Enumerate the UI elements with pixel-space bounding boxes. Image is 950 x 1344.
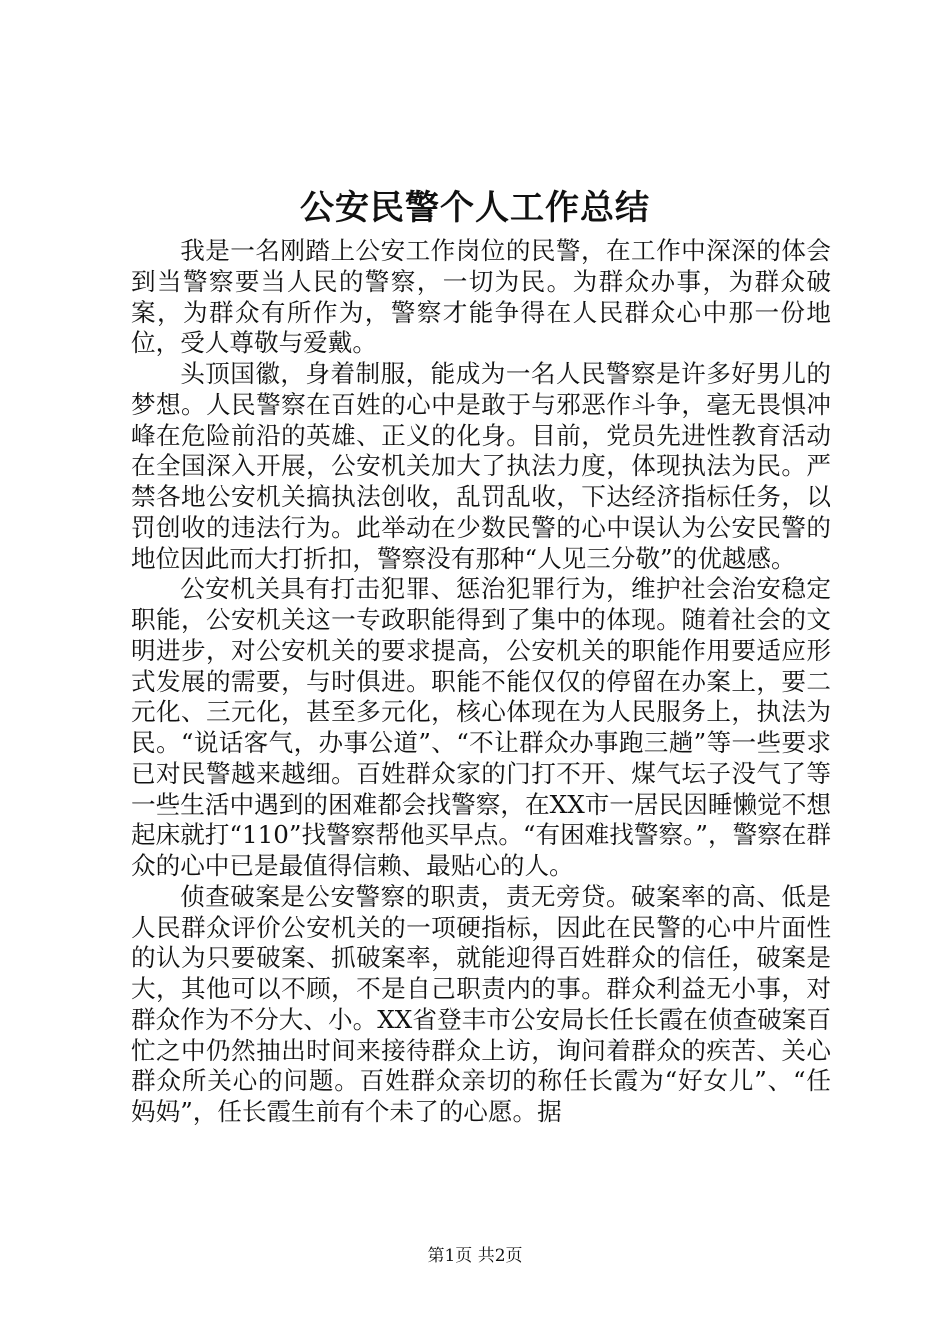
page-number-footer: 第1页 共2页 bbox=[427, 1246, 523, 1266]
paragraph-4: 侦查破案是公安警察的职责，责无旁贷。破案率的高、低是人民群众评价公安机关的一项硬指标，因此在民警的心中片面性的认为只要破案、抓破案率，就能迎得百姓群众的信任，破案是大，其他可以不顾，不是自己职责内的事。群众利益无小事，对群众作为不分大、小。XX省登丰市公安局长任长霞在侦查破案百忙之中仍然抽出时间来接待群众上访，询问着群众的疾苦、关心群众所关心的问题。百姓群众亲切的称任长霞为“好女儿”、“任妈妈”，任长霞生前有个未了的心愿。据 bbox=[131, 881, 831, 1126]
paragraph-3: 公安机关具有打击犯罪、惩治犯罪行为，维护社会治安稳定职能，公安机关这一专政职能得到了集中的体现。随着社会的文明进步，对公安机关的要求提高，公安机关的职能作用要适应形式发展的需要，与时俱进。职能不能仅仅的停留在办案上，要二元化、三元化，甚至多元化，核心体现在为人民服务上，执法为民。“说话客气，办事公道”、“不让群众办事跑三趟”等一些要求已对民警越来越细。百姓群众家的门打不开、煤气坛子没气了等一些生活中遇到的困难都会找警察，在XX市一居民因睡懒觉不想起床就打“110”找警察帮他买早点。“有困难找警察。”，警察在群众的心中已是最值得信赖、最贴心的人。 bbox=[131, 574, 831, 880]
paragraph-1: 我是一名刚踏上公安工作岗位的民警，在工作中深深的体会到当警察要当人民的警察，一切为民。为群众办事，为群众破案，为群众有所作为，警察才能争得在人民群众心中那一份地位，受人尊敬与爱戴。 bbox=[131, 236, 831, 358]
paragraph-2: 头顶国徽，身着制服，能成为一名人民警察是许多好男儿的梦想。人民警察在百姓的心中是敢于与邪恶作斗争，毫无畏惧冲峰在危险前沿的英雄、正义的化身。目前，党员先进性教育活动在全国深入开展，公安机关加大了执法力度，体现执法为民。严禁各地公安机关搞执法创收，乱罚乱收，下达经济指标任务，以罚创收的违法行为。此举动在少数民警的心中误认为公安民警的地位因此而大打折扣，警察没有那种“人见三分敬”的优越感。 bbox=[131, 359, 831, 573]
document-title: 公安民警个人工作总结 bbox=[300, 188, 650, 228]
document-body bbox=[131, 236, 831, 1128]
